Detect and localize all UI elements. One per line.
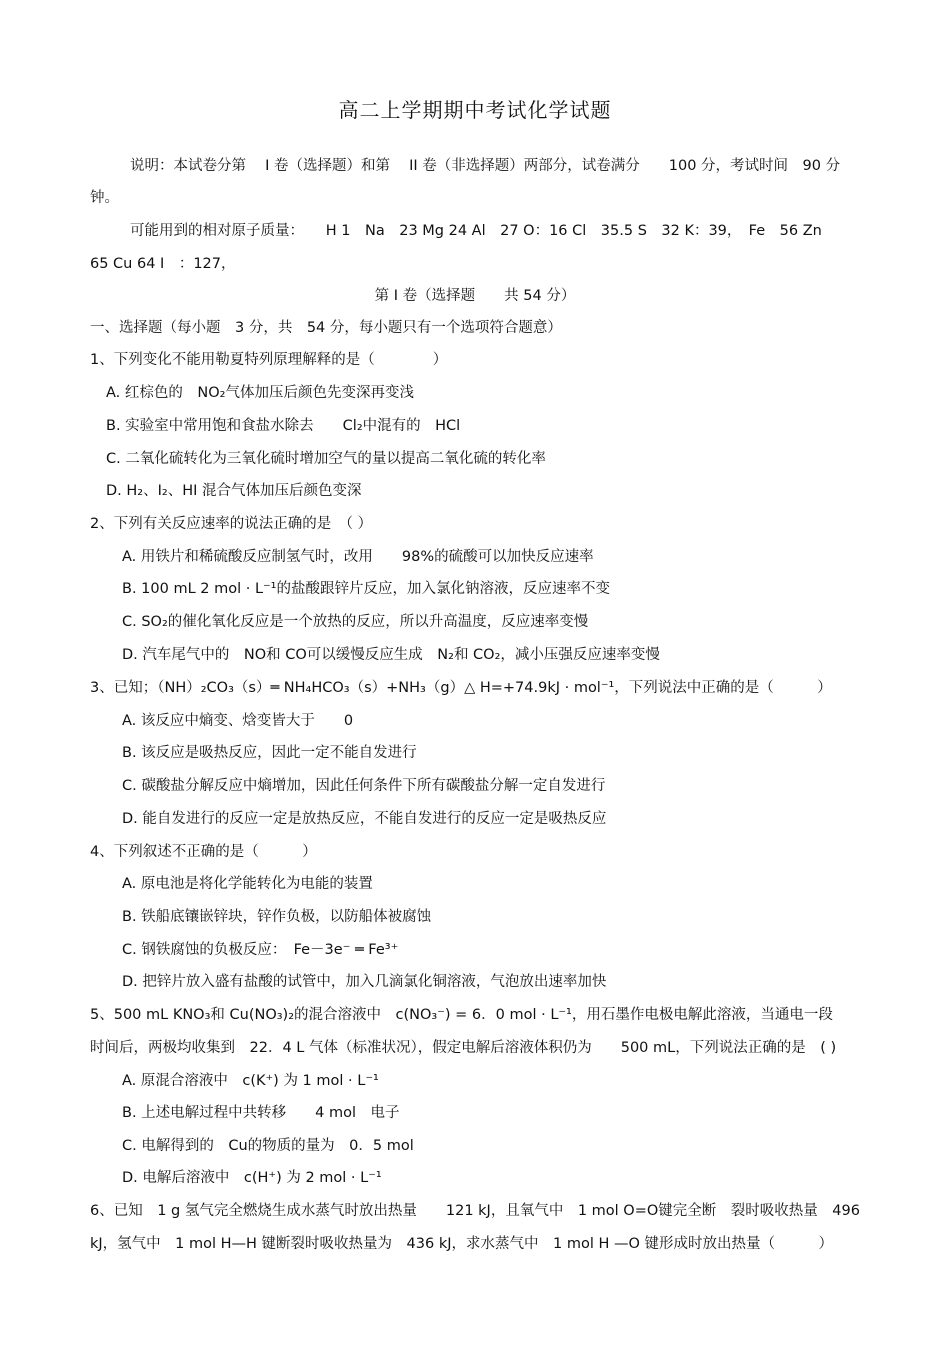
answer-option: D. 电解后溶液中 c(H⁺) 为 2 mol · L⁻¹ bbox=[122, 1170, 382, 1186]
answer-option: C. 钢铁腐蚀的负极反应： Fe－3e⁻ ═ Fe³⁺ bbox=[122, 942, 399, 958]
answer-option: C. 碳酸盐分解反应中熵增加，因此任何条件下所有碳酸盐分解一定自发进行 bbox=[122, 778, 606, 794]
question-stem-line: kJ，氢气中 1 mol H—H 键断裂时吸收热量为 436 kJ，求水蒸气中 1 mol H —O 键形成时放出热量（ ） bbox=[90, 1236, 834, 1252]
answer-option: D. 把锌片放入盛有盐酸的试管中，加入几滴氯化铜溶液，气泡放出速率加快 bbox=[122, 974, 607, 990]
answer-option: B. 100 mL 2 mol · L⁻¹的盐酸跟锌片反应，加入氯化钠溶液，反应速率不变 bbox=[122, 581, 610, 597]
part-heading: 第 I 卷（选择题 共 54 分） bbox=[374, 288, 576, 304]
page-title: 高二上学期期中考试化学试题 bbox=[338, 98, 612, 122]
intro-line-1: 说明：本试卷分第 I 卷（选择题）和第 II 卷（非选择题）两部分，试卷满分 100 分，考试时间 90 分 bbox=[130, 158, 841, 174]
answer-option: B. 上述电解过程中共转移 4 mol 电子 bbox=[122, 1105, 400, 1121]
answer-option: A. 用铁片和稀硫酸反应制氢气时，改用 98%的硫酸可以加快反应速率 bbox=[122, 549, 594, 565]
answer-option: A. 原电池是将化学能转化为电能的装置 bbox=[122, 876, 373, 892]
atomic-mass-line-1: 可能用到的相对原子质量： H 1 Na 23 Mg 24 Al 27 O：16 Cl 35.5 S 32 K：39， Fe 56 Zn bbox=[130, 223, 822, 239]
answer-option: B. 该反应是吸热反应，因此一定不能自发进行 bbox=[122, 745, 417, 761]
question-stem-line: 1、下列变化不能用勒夏特列原理解释的是（ ） bbox=[90, 352, 448, 368]
answer-option: C. 电解得到的 Cu的物质的量为 0．5 mol bbox=[122, 1138, 414, 1154]
answer-option: C. 二氧化硫转化为三氧化硫时增加空气的量以提高二氧化硫的转化率 bbox=[106, 451, 546, 467]
question-stem-line: 6、已知 1 g 氢气完全燃烧生成水蒸气时放出热量 121 kJ，且氧气中 1 mol O=O键完全断 裂时吸收热量 496 bbox=[90, 1203, 860, 1219]
answer-option: A. 原混合溶液中 c(K⁺) 为 1 mol · L⁻¹ bbox=[122, 1073, 379, 1089]
question-stem-line: 时间后，两极均收集到 22．4 L 气体（标准状况），假定电解后溶液体积仍为 500 mL，下列说法正确的是 ( ) bbox=[90, 1040, 837, 1056]
answer-option: C. SO₂的催化氧化反应是一个放热的反应，所以升高温度，反应速率变慢 bbox=[122, 614, 589, 630]
question-stem-line: 5、500 mL KNO₃和 Cu(NO₃)₂的混合溶液中 c(NO₃⁻) = 6．0 mol · L⁻¹，用石墨作电极电解此溶液，当通电一段 bbox=[90, 1007, 833, 1023]
question-stem-line: 3、已知；（NH）₂CO₃（s）═ NH₄HCO₃（s）+NH₃（g）△ H=+74.9kJ · mol⁻¹，下列说法中正确的是（ ） bbox=[90, 680, 832, 696]
atomic-mass-line-2: 65 Cu 64 I ：127， bbox=[90, 256, 236, 272]
answer-option: D. H₂、I₂、HI 混合气体加压后颜色变深 bbox=[106, 483, 362, 499]
question-stem-line: 2、下列有关反应速率的说法正确的是 （ ） bbox=[90, 516, 373, 532]
intro-line-2: 钟。 bbox=[90, 190, 119, 206]
answer-option: D. 能自发进行的反应一定是放热反应，不能自发进行的反应一定是吸热反应 bbox=[122, 811, 607, 827]
answer-option: B. 铁船底镶嵌锌块，锌作负极，以防船体被腐蚀 bbox=[122, 909, 432, 925]
answer-option: A. 红棕色的 NO₂气体加压后颜色先变深再变浅 bbox=[106, 385, 414, 401]
answer-option: A. 该反应中熵变、焓变皆大于 0 bbox=[122, 713, 354, 729]
question-stem-line: 4、下列叙述不正确的是（ ） bbox=[90, 844, 317, 860]
section-heading: 一、选择题（每小题 3 分，共 54 分，每小题只有一个选项符合题意） bbox=[90, 320, 562, 336]
answer-option: D. 汽车尾气中的 NO和 CO可以缓慢反应生成 N₂和 CO₂，减小压强反应速率变慢 bbox=[122, 647, 660, 663]
answer-option: B. 实验室中常用饱和食盐水除去 Cl₂中混有的 HCl bbox=[106, 418, 461, 434]
